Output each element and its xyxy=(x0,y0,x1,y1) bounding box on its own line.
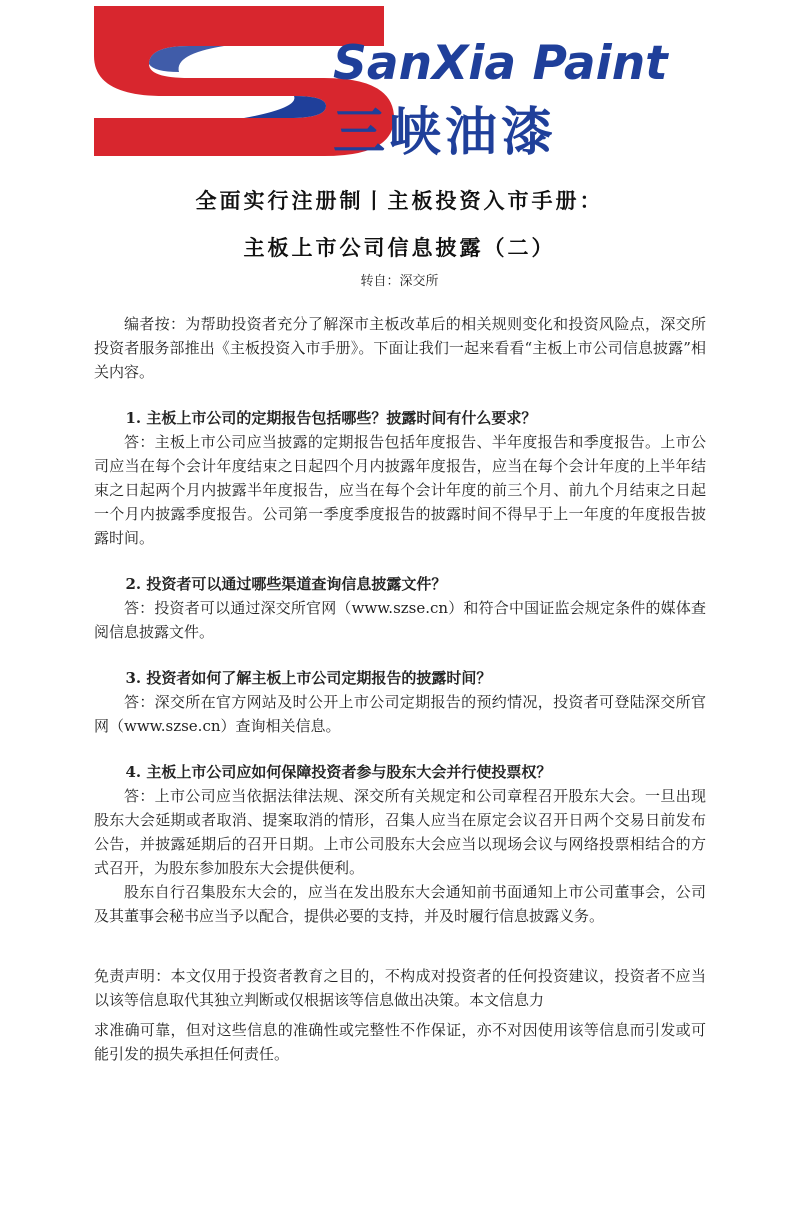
source-note: 转自：深交所 xyxy=(360,274,439,289)
answer-2: 答：投资者可以通过深交所官网（www.szse.cn）和符合中国证监会规定条件的媒体查阅信息披露文件。 xyxy=(94,599,706,641)
question-2: 2. 投资者可以通过哪些渠道查询信息披露文件？ xyxy=(125,575,447,593)
article-title-line2: 主板上市公司信息披露（二） xyxy=(243,235,556,260)
question-4: 4. 主板上市公司应如何保障投资者参与股东大会并行使投票权？ xyxy=(125,763,552,781)
disclaimer-part2: 求准确可靠，但对这些信息的准确性或完整性不作保证，亦不对因使用该等信息而引发或可能引发的损失承担任何责任。 xyxy=(94,1021,706,1063)
answer-4-continued: 股东自行召集股东大会的，应当在发出股东大会通知前书面通知上市公司董事会，公司及其董事会秘书应当予以配合，提供必要的支持，并及时履行信息披露义务。 xyxy=(94,883,706,925)
disclaimer-part1: 免责声明：本文仅用于投资者教育之目的，不构成对投资者的任何投资建议，投资者不应当以该等信息取代其独立判断或仅根据该等信息做出决策。本文信息力 xyxy=(94,967,706,1009)
article-body xyxy=(94,312,706,1066)
article-title-line1: 全面实行注册制丨主板投资入市手册： xyxy=(195,188,604,213)
logo-brand-cn: 三峡油漆 xyxy=(333,103,558,163)
editor-note: 编者按：为帮助投资者充分了解深市主板改革后的相关规则变化和投资风险点，深交所投资者服务部推出《主板投资入市手册》。下面让我们一起来看看“主板上市公司信息披露”相关内容。 xyxy=(94,315,706,381)
logo-brand-en: SanXia Paint xyxy=(333,36,668,91)
question-1: 1. 主板上市公司的定期报告包括哪些？披露时间有什么要求？ xyxy=(125,409,537,427)
answer-4: 答：上市公司应当依据法律法规、深交所有关规定和公司章程召开股东大会。一旦出现股东大会延期或者取消、提案取消的情形，召集人应当在原定会议召开日两个交易日前发布公告，并披露延期后的召开日期。上市公司股东大会应当以现场会议与网络投票相结合的方式召开，为股东参加股东大会提供便利。 xyxy=(94,787,706,877)
question-3: 3. 投资者如何了解主板上市公司定期报告的披露时间？ xyxy=(125,669,492,687)
answer-3: 答：深交所在官方网站及时公开上市公司定期报告的预约情况，投资者可登陆深交所官网（www.szse.cn）查询相关信息。 xyxy=(94,693,706,735)
answer-1: 答：主板上市公司应当披露的定期报告包括年度报告、半年度报告和季度报告。上市公司应当在每个会计年度结束之日起四个月内披露年度报告，应当在每个会计年度的上半年结束之日起两个月内披露半年度报告，应当在每个会计年度的前三个月、前九个月结束之日起一个月内披露季度报告。公司第一季度季度报告的披露时间不得早于上一年度的年度报告披露时间。 xyxy=(94,433,706,547)
